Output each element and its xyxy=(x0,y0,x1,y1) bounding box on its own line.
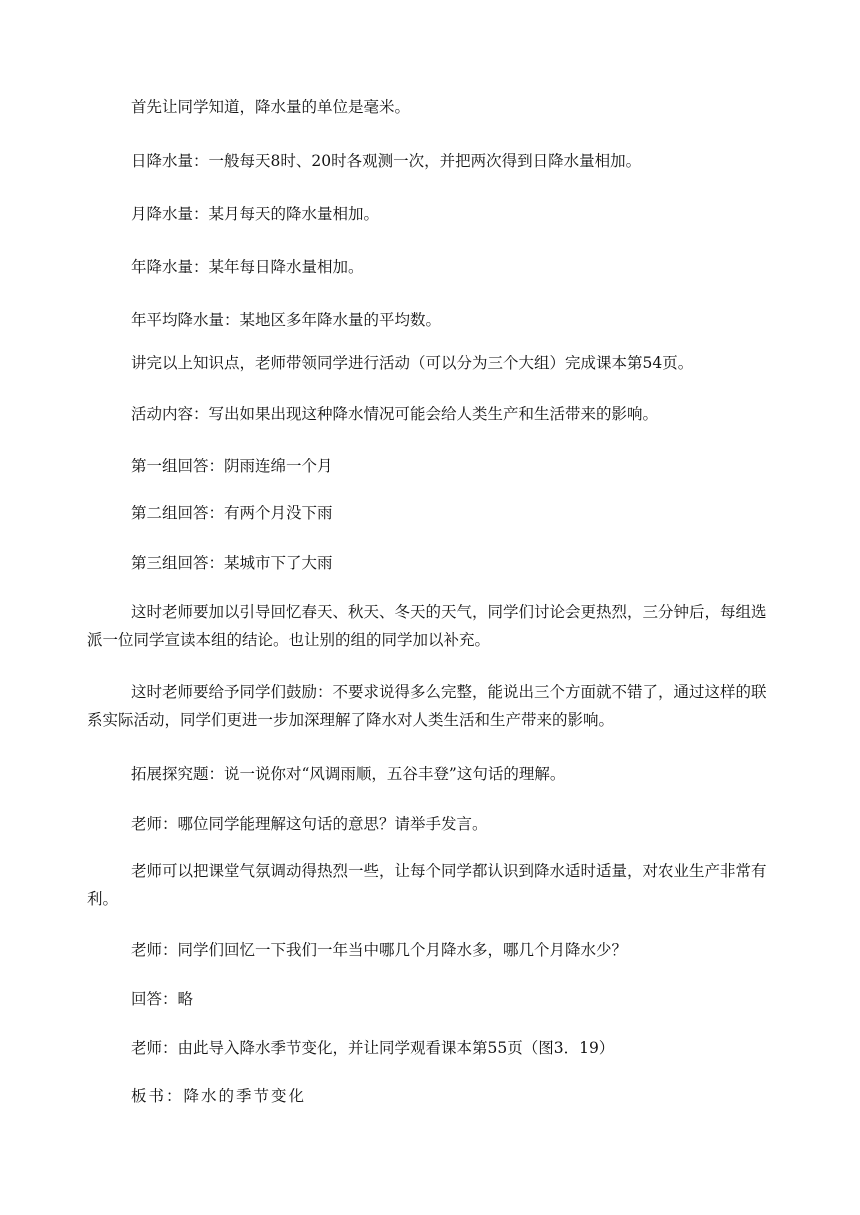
paragraph-teacher-encouragement: 这时老师要给予同学们鼓励：不要求说得多么完整，能说出三个方面就不错了，通过这样的联系实际活动，同学们更进一步加深理解了降水对人类生活和生产带来的影响。 xyxy=(87,683,767,729)
paragraph-answer-omitted: 回答：略 xyxy=(131,990,194,1008)
paragraph-activity-intro: 讲完以上知识点，老师带领同学进行活动（可以分为三个大组）完成课本第54页。 xyxy=(131,354,694,372)
paragraph-daily-precipitation: 日降水量：一般每天8时、20时各观测一次，并把两次得到日降水量相加。 xyxy=(131,152,642,170)
paragraph-activity-content: 活动内容：写出如果出现这种降水情况可能会给人类生产和生活带来的影响。 xyxy=(131,405,659,423)
paragraph-teacher-guidance: 这时老师要加以引导回忆春天、秋天、冬天的天气，同学们讨论会更热烈，三分钟后，每组选派一位同学宣读本组的结论。也让别的组的同学加以补充。 xyxy=(87,603,767,649)
paragraph-group-three-answer: 第三组回答：某城市下了大雨 xyxy=(131,554,333,572)
paragraph-seasonal-change-intro: 老师：由此导入降水季节变化，并让同学观看课本第55页（图3．19） xyxy=(131,1039,615,1057)
paragraph-group-two-answer: 第二组回答：有两个月没下雨 xyxy=(131,504,333,522)
paragraph-extension-question: 拓展探究题：说一说你对“风调雨顺，五谷丰登”这句话的理解。 xyxy=(131,765,566,783)
paragraph-group-one-answer: 第一组回答：阴雨连绵一个月 xyxy=(131,457,333,475)
paragraph-monthly-precipitation: 月降水量：某月每天的降水量相加。 xyxy=(131,205,380,223)
paragraph-annual-precipitation: 年降水量：某年每日降水量相加。 xyxy=(131,258,364,276)
paragraph-blackboard-note: 板书：降水的季节变化 xyxy=(131,1087,307,1105)
paragraph-unit-intro: 首先让同学知道，降水量的单位是毫米。 xyxy=(131,98,411,116)
paragraph-classroom-atmosphere: 老师可以把课堂气氛调动得热烈一些，让每个同学都认识到降水适时适量，对农业生产非常有利。 xyxy=(87,862,767,908)
paragraph-average-annual-precipitation: 年平均降水量：某地区多年降水量的平均数。 xyxy=(131,311,442,329)
paragraph-season-question: 老师：同学们回忆一下我们一年当中哪几个月降水多，哪几个月降水少？ xyxy=(131,941,628,959)
paragraph-teacher-question: 老师：哪位同学能理解这句话的意思？请举手发言。 xyxy=(131,815,488,833)
